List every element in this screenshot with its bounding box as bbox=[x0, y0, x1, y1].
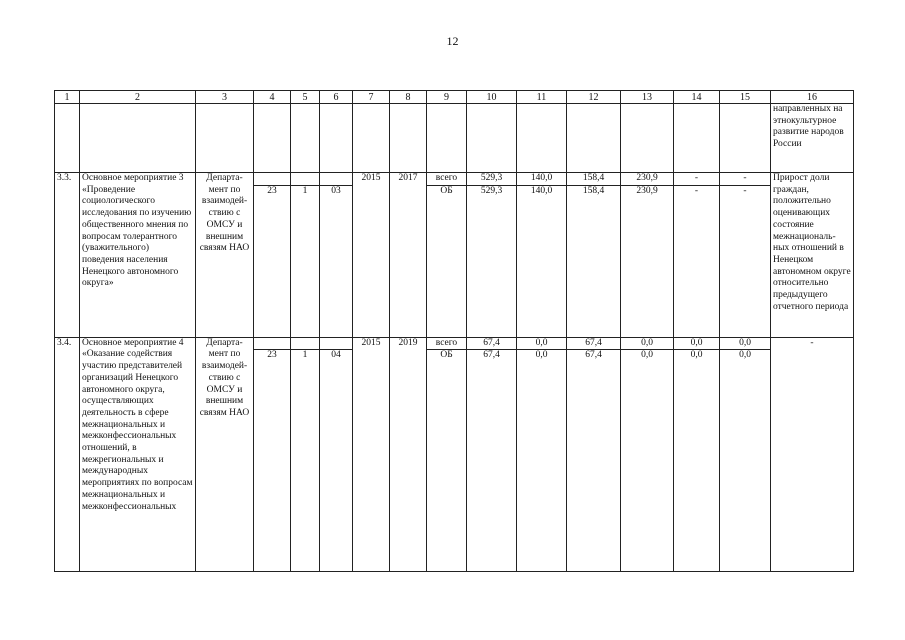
source-label: всего bbox=[427, 337, 467, 350]
value-cell: 529,3 bbox=[467, 173, 517, 186]
measure-name: Основное мероприятие 3 «Проведение социологического исследования по изучению общественного мнения по вопросам толерантного (уважительного) поведения населения Ненецкого автономного округа» bbox=[80, 173, 196, 338]
column-header: 15 bbox=[720, 91, 771, 104]
value-cell: 67,4 bbox=[567, 337, 621, 350]
code-cell: 23 bbox=[254, 185, 291, 337]
executor-cell: Департа-мент по взаимодей-ствию с ОМСУ и внешним связям НАО bbox=[196, 337, 254, 572]
table-row bbox=[55, 337, 854, 350]
value-cell: 67,4 bbox=[467, 350, 517, 572]
value-cell: 230,9 bbox=[621, 173, 674, 186]
value-cell: 0,0 bbox=[674, 337, 720, 350]
measure-name: Основное мероприятие 4 «Оказание содействия участию представителей организаций Ненецкого автономного округа, осуществляющих деятельность в сфере межнациональных и межконфессиональных отношений, в межрегиональных и международных мероприятиях по вопросам межнациональных и межконфессиональных bbox=[80, 337, 196, 572]
source-label: ОБ bbox=[427, 185, 467, 337]
value-cell: 0,0 bbox=[517, 350, 567, 572]
column-header: 11 bbox=[517, 91, 567, 104]
program-table bbox=[54, 90, 854, 572]
value-cell: 0,0 bbox=[720, 350, 771, 572]
value-cell: 529,3 bbox=[467, 185, 517, 337]
start-year: 2015 bbox=[353, 337, 390, 572]
result-cell: - bbox=[771, 337, 854, 572]
value-cell: - bbox=[674, 185, 720, 337]
column-header: 9 bbox=[427, 91, 467, 104]
value-cell: 0,0 bbox=[517, 337, 567, 350]
continuation-result-cell: направленных на этнокультурное развитие народов России bbox=[771, 104, 854, 173]
code-cell: 1 bbox=[291, 350, 320, 572]
source-label: всего bbox=[427, 173, 467, 186]
column-header: 16 bbox=[771, 91, 854, 104]
value-cell: 0,0 bbox=[621, 350, 674, 572]
column-header: 5 bbox=[291, 91, 320, 104]
column-header: 2 bbox=[80, 91, 196, 104]
value-cell: - bbox=[720, 185, 771, 337]
value-cell: - bbox=[720, 173, 771, 186]
column-header: 7 bbox=[353, 91, 390, 104]
column-number-header-row bbox=[55, 91, 854, 104]
value-cell: 0,0 bbox=[674, 350, 720, 572]
value-cell: 230,9 bbox=[621, 185, 674, 337]
column-header: 13 bbox=[621, 91, 674, 104]
column-header: 10 bbox=[467, 91, 517, 104]
code-cell: 03 bbox=[320, 185, 353, 337]
table-row bbox=[55, 173, 854, 186]
column-header: 4 bbox=[254, 91, 291, 104]
row-number: 3.3. bbox=[55, 173, 80, 338]
value-cell: 67,4 bbox=[467, 337, 517, 350]
value-cell: 67,4 bbox=[567, 350, 621, 572]
column-header: 6 bbox=[320, 91, 353, 104]
page-number: 12 bbox=[446, 34, 459, 48]
value-cell: - bbox=[674, 173, 720, 186]
source-label: ОБ bbox=[427, 350, 467, 572]
start-year: 2015 bbox=[353, 173, 390, 338]
value-cell: 0,0 bbox=[720, 337, 771, 350]
result-cell: Прирост доли граждан, положительно оценивающих состояние межнациональ-ных отношений в Ненецком автономном округе относительно предыдущего отчетного периода bbox=[771, 173, 854, 338]
value-cell: 158,4 bbox=[567, 173, 621, 186]
value-cell: 0,0 bbox=[621, 337, 674, 350]
column-header: 3 bbox=[196, 91, 254, 104]
code-cell: 1 bbox=[291, 185, 320, 337]
executor-cell: Департа-мент по взаимодей-ствию с ОМСУ и внешним связям НАО bbox=[196, 173, 254, 338]
code-cell: 23 bbox=[254, 350, 291, 572]
end-year: 2019 bbox=[390, 337, 427, 572]
column-header: 1 bbox=[55, 91, 80, 104]
end-year: 2017 bbox=[390, 173, 427, 338]
column-header: 14 bbox=[674, 91, 720, 104]
continuation-row bbox=[55, 104, 854, 173]
value-cell: 140,0 bbox=[517, 173, 567, 186]
row-number: 3.4. bbox=[55, 337, 80, 572]
column-header: 8 bbox=[390, 91, 427, 104]
value-cell: 140,0 bbox=[517, 185, 567, 337]
code-cell: 04 bbox=[320, 350, 353, 572]
value-cell: 158,4 bbox=[567, 185, 621, 337]
column-header: 12 bbox=[567, 91, 621, 104]
